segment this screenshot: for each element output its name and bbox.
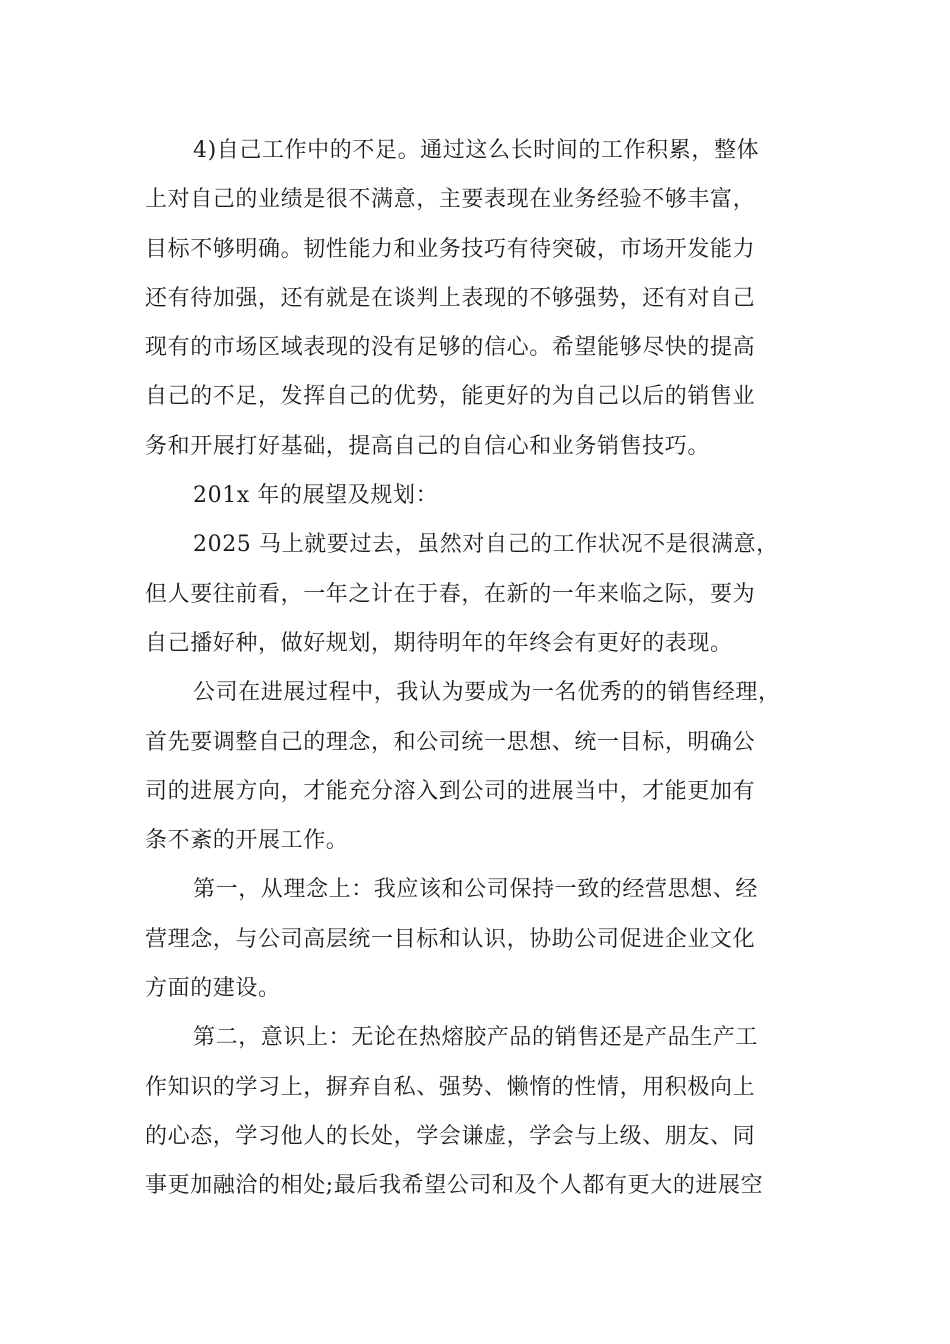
text-line: 事更加融洽的相处;最后我希望公司和及个人都有更大的进展空 [145, 1173, 764, 1199]
text-line: 现有的市场区域表现的没有足够的信心。希望能够尽快的提高 [145, 335, 756, 361]
text-line: 目标不够明确。韧性能力和业务技巧有待突破，市场开发能力 [145, 236, 756, 262]
text-line: 自己的不足，发挥自己的优势，能更好的为自己以后的销售业 [145, 384, 756, 410]
text-line: 第一，从理念上：我应该和公司保持一致的经营思想、经 [193, 877, 759, 903]
section-heading-outlook [145, 471, 845, 520]
paragraph-point-one [145, 865, 845, 1013]
text-line: 条不紊的开展工作。 [145, 828, 349, 854]
paragraph-year-review [145, 520, 845, 668]
paragraph-point-two [145, 1013, 845, 1210]
text-line: 司的进展方向，才能充分溶入到公司的进展当中，才能更加有 [145, 778, 756, 804]
text-line: 但人要往前看，一年之计在于春，在新的一年来临之际，要为 [145, 581, 756, 607]
text-line: 4)自己工作中的不足。通过这么长时间的工作积累，整体 [193, 138, 760, 163]
document-body [145, 126, 845, 1211]
text-line: 首先要调整自己的理念，和公司统一思想、统一目标，明确公 [145, 729, 756, 755]
text-line: 的心态，学习他人的长处，学会谦虚，学会与上级、朋友、同 [145, 1123, 756, 1149]
text-line: 方面的建设。 [145, 976, 281, 1002]
text-line: 营理念，与公司高层统一目标和认识，协助公司促进企业文化 [145, 926, 756, 952]
text-line: 自己播好种，做好规划，期待明年的年终会有更好的表现。 [145, 630, 733, 656]
text-line: 务和开展打好基础，提高自己的自信心和业务销售技巧。 [145, 433, 711, 459]
paragraph-shortcomings [145, 126, 845, 471]
text-line: 201x 年的展望及规划： [193, 483, 439, 509]
text-line: 第二，意识上：无论在热熔胶产品的销售还是产品生产工 [193, 1025, 759, 1051]
text-line: 上对自己的业绩是很不满意，主要表现在业务经验不够丰富， [145, 187, 756, 213]
text-line: 作知识的学习上，摒弃自私、强势、懒惰的性情，用积极向上 [145, 1074, 756, 1100]
paragraph-company-development [145, 668, 845, 865]
text-line: 2025 马上就要过去，虽然对自己的工作状况不是很满意， [193, 532, 779, 558]
text-line: 公司在进展过程中，我认为要成为一名优秀的的销售经理， [193, 680, 781, 706]
text-line: 还有待加强，还有就是在谈判上表现的不够强势，还有对自己 [145, 285, 756, 311]
